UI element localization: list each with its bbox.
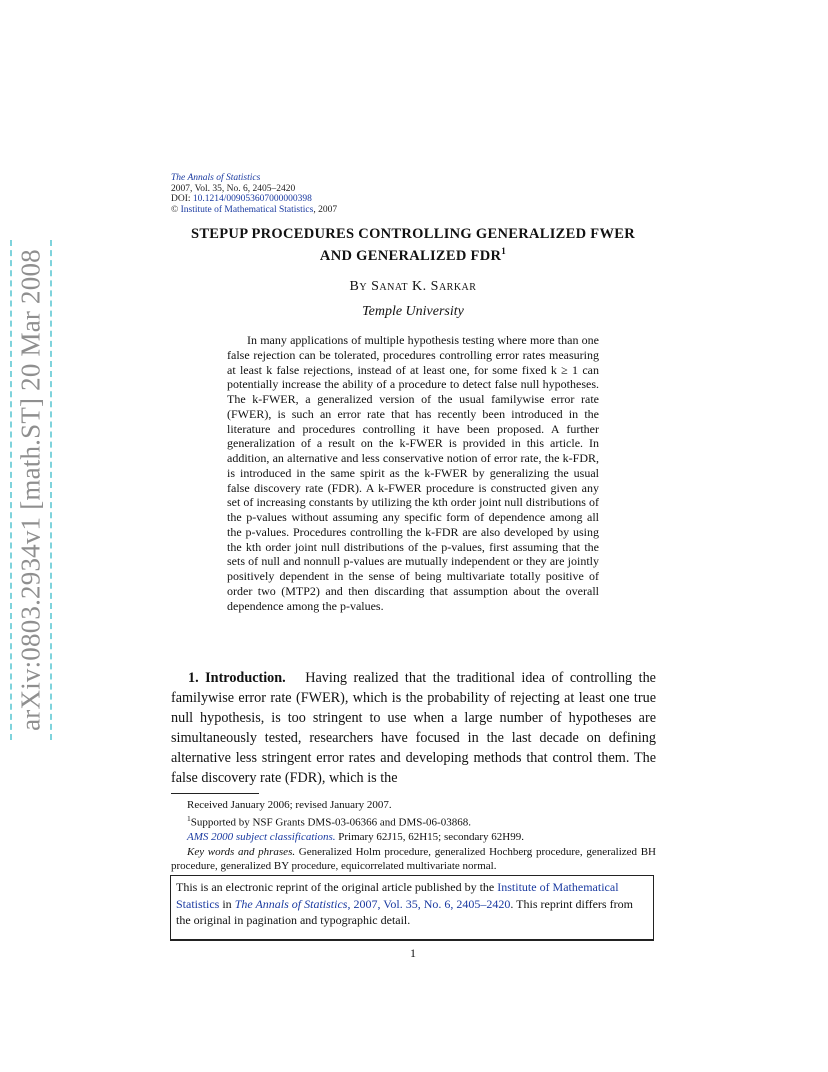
section-heading: 1. Introduction. [188,670,286,686]
doi-line [171,194,337,205]
footnote-rule [171,793,259,794]
doi-link[interactable]: 10.1214/009053607000000398 [192,194,312,204]
volume-line: 2007, Vol. 35, No. 6, 2405–2420 [171,183,296,194]
support-note: $^1$Supported by NSF Grants DMS-03-06366 and DMS-06-03868. [187,814,471,829]
introduction-paragraph [171,668,656,789]
reprint-notice-box: This is an electronic reprint of the original article published by the Institute of Mathematical Statistics in The Annals of Statistics, 2007, Vol. 35, No. 6, 2405–2420. This reprint differs from the original in pagination and typographic detail. [170,875,654,941]
title-line-1: STEPUP PROCEDURES CONTROLLING GENERALIZED FWER [190,226,636,242]
received-note: Received January 2006; revised January 2007. [187,799,392,811]
ams-classification: AMS 2000 subject classifications. Primary 62J15, 62H15; secondary 62H99. [187,831,524,844]
doi-label: DOI: [171,194,191,204]
abstract: In many applications of multiple hypothesis testing where more than one false rejection can be tolerated, procedures controlling error rates measuring at least k false rejections, instead of at least one, for some fixed k ≥ 1 can potentially increase the ability of a procedure to detect false null hypotheses. The k-FWER, a generalized version of the usual familywise error rate (FWER), is such an error rate that has recently been introduced in the literature and procedures controlling it have been proposed. A further generalization of a result on the k-FWER is provided in this article. In addition, an alternative and less conservative notion of error rate, the k-FDR, is introduced in the same spirit as the k-FWER by generalizing the usual false discovery rate (FDR). A k-FWER procedure is constructed given any set of increasing constants by utilizing the kth order joint null distributions of the p-values without assuming any specific form of dependence among all the p-values. Procedures controlling the k-FDR are also developed by using the kth order joint null distributions of the p-values, first assuming that the sets of null and nonnull p-values are mutually independent or they are jointly positively dependent in the sense of being multivariate totally positive of order two (MTP2) and then discarding that assumption about the overall dependence among the p-values. [227,333,599,613]
copyright-line [171,205,337,216]
page-number: 1 [410,946,416,960]
journal-header [171,173,337,215]
author-affiliation: Temple University [362,304,464,319]
arxiv-identifier: arXiv:0803.2934v1 [math.ST] 20 Mar 2008 [15,249,46,731]
support-footnote-mark: 1 [187,814,191,824]
paper-title [170,226,656,265]
title-line-2: AND GENERALIZED FDR$^1$ [319,246,507,264]
reprint-ims-link[interactable]: Institute of Mathematical Statistics [176,880,619,911]
stamp-border-right [50,240,52,740]
ams-classification-link[interactable]: AMS 2000 subject classifications. [187,831,336,844]
copyright-symbol: © [171,204,179,215]
title-footnote-mark[interactable]: 1 [501,246,507,256]
footnotes [171,798,656,873]
keywords-label: Key words and phrases. [187,845,296,858]
journal-name-link[interactable]: The Annals of Statistics [171,173,261,183]
stamp-border-left [10,240,12,740]
keywords-note: Key words and phrases. Generalized Holm procedure, generalized Hochberg procedure, generalized BH procedure, generalized BY procedure, equicorrelated multivariate normal. [171,845,656,872]
author-by: By [349,279,368,294]
introduction-text: Having realized that the traditional idea of controlling the familywise error rate (FWER), which is the probability of rejecting at least one true null hypothesis, is too stringent to use when a large number of hypotheses are simultaneously tested, researchers have focused in the last decade on defining alternative less stringent error rates and developing methods that control them. The false discovery rate (FDR), which is the [171,670,656,787]
author-line [170,279,656,295]
author-name: Sanat K. Sarkar [371,279,477,294]
reprint-journal-link[interactable]: The Annals of Statistics, 2007, Vol. 35, No. 6, 2405–2420 [234,896,511,911]
arxiv-stamp [8,240,54,740]
ims-link[interactable]: Institute of Mathematical Statistics [180,204,314,215]
copyright-year: , 2007 [313,204,338,215]
